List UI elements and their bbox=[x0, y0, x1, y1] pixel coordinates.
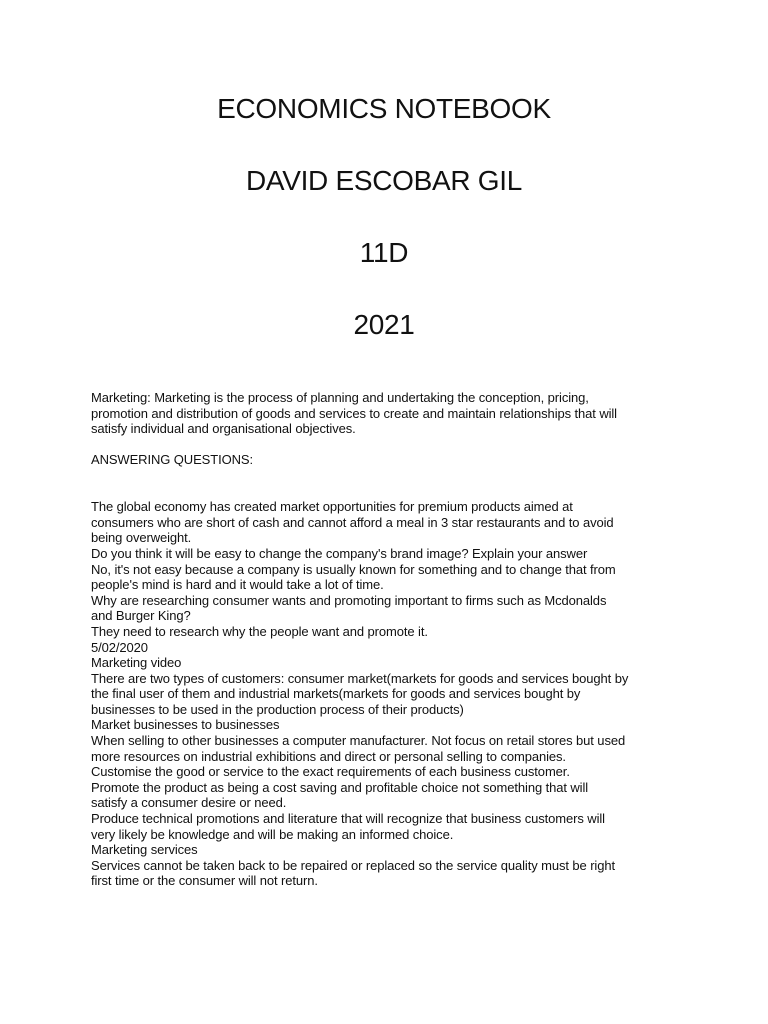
year-label: 2021 bbox=[353, 309, 415, 340]
note-line: There are two types of customers: consumer market(markets for goods and services bought by bbox=[91, 670, 629, 686]
subheading-line: Marketing services bbox=[91, 842, 198, 858]
note-line: consumers who are short of cash and cannot afford a meal in 3 star restaurants and to avoid bbox=[91, 514, 614, 530]
subheading-line: Market businesses to businesses bbox=[91, 717, 280, 733]
note-line: being overweight. bbox=[91, 530, 192, 546]
answer-line: people's mind is hard and it would take a lot of time. bbox=[91, 577, 384, 593]
definition-line: promotion and distribution of goods and services to create and maintain relationships that will bbox=[91, 405, 617, 421]
question-line: and Burger King? bbox=[91, 608, 191, 624]
spacer bbox=[91, 468, 691, 499]
note-line: Services cannot be taken back to be repaired or replaced so the service quality must be right bbox=[91, 857, 615, 873]
note-line: first time or the consumer will not return. bbox=[91, 873, 318, 889]
notebook-title: ECONOMICS NOTEBOOK bbox=[217, 93, 551, 124]
answer-line: No, it's not easy because a company is usually known for something and to change that from bbox=[91, 561, 616, 577]
date-line: 5/02/2020 bbox=[91, 639, 148, 655]
note-line: Produce technical promotions and literature that will recognize that business customers will bbox=[91, 811, 605, 827]
note-line: very likely be knowledge and will be making an informed choice. bbox=[91, 826, 454, 842]
note-line: satisfy a consumer desire or need. bbox=[91, 795, 287, 811]
note-line: more resources on industrial exhibitions and direct or personal selling to companies. bbox=[91, 748, 566, 764]
definition-line: Marketing: Marketing is the process of planning and undertaking the conception, pricing, bbox=[91, 390, 589, 405]
question-line: Why are researching consumer wants and promoting important to firms such as Mcdonalds bbox=[91, 592, 607, 608]
question-line: Do you think it will be easy to change the company's brand image? Explain your answer bbox=[91, 545, 588, 561]
notes-text bbox=[91, 499, 691, 889]
note-line: the final user of them and industrial markets(markets for goods and services bought by bbox=[91, 686, 581, 702]
note-line: Customise the good or service to the exact requirements of each business customer. bbox=[91, 764, 570, 780]
marketing-definition bbox=[91, 390, 691, 437]
subheading-line: Marketing video bbox=[91, 655, 182, 671]
note-line: The global economy has created market opportunities for premium products aimed at bbox=[91, 499, 573, 515]
section-heading: ANSWERING QUESTIONS: bbox=[91, 452, 253, 468]
note-line: When selling to other businesses a computer manufacturer. Not focus on retail stores but used bbox=[91, 733, 626, 749]
note-line: businesses to be used in the production process of their products) bbox=[91, 701, 464, 717]
note-line: Promote the product as being a cost saving and profitable choice not something that will bbox=[91, 779, 589, 795]
spacer bbox=[91, 437, 691, 453]
answer-line: They need to research why the people want and promote it. bbox=[91, 623, 428, 639]
class-label: 11D bbox=[359, 237, 409, 268]
definition-line: satisfy individual and organisational objectives. bbox=[91, 421, 356, 437]
student-name: DAVID ESCOBAR GIL bbox=[245, 165, 522, 196]
notes-body bbox=[91, 390, 691, 889]
title-block bbox=[0, 92, 768, 342]
